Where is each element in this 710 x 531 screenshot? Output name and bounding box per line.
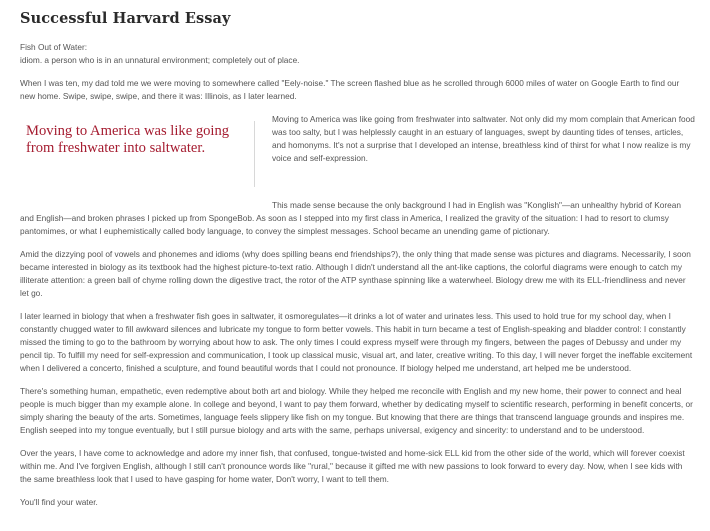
definition-meaning: idiom. a person who is in an unnatural environment; completely out of place. bbox=[20, 55, 300, 65]
pullquote-section bbox=[20, 113, 696, 199]
paragraph-3: This made sense because the only background I had in English was "Konglish"—an unhealthy hybrid of Korean and English—and broken phrases I picked up from SpongeBob. As soon as I stepped into my first class in America, I realized the gravity of the situation: I had to resort to clumsy pantomimes, or what I euphemistically called body language, to convey the simplest messages. School became an unending game of pictionary. bbox=[20, 200, 682, 236]
definition-term: Fish Out of Water: bbox=[20, 42, 88, 52]
paragraph-7: Over the years, I have come to acknowledge and adore my inner fish, that confused, tongue-twisted and home-sick ELL kid from the other side of the world, which will forever coexist within me. And I've forgiven English, although I still can't pronounce words like "rural," because it gifted me with new passions to look forward to every day. Now, when I see kids with the same breathless look that I used to have gasping for home water, Don't worry, I want to tell them. bbox=[20, 448, 685, 484]
paragraph-5: I later learned in biology that when a freshwater fish goes in saltwater, it osmoregulates—it drinks a lot of water and urinates less. This used to hold true for my school day, when I constantly chugged water to fill awkward silences and lubricate my tongue to form better vowels. This habit in turn became a test of English-speaking and bladder control: I constantly missed the timing to go to the bathroom by worrying about how to ask. The only times I could express myself were through my fingers, between the pages of Debussy and under my pencil tip. To fulfill my need for self-expression and communication, I took up classical music, visual art, and later, creative writing. To this day, I will never forget the ineffable excitement when I delivered a concerto, finished a sculpture, and found beautiful words that I could not pronounce. If biology helped me understand, art helped me be understood. bbox=[20, 311, 693, 373]
paragraph-8: You'll find your water. bbox=[20, 497, 98, 507]
page-title: Successful Harvard Essay bbox=[20, 10, 231, 27]
definition-block bbox=[20, 41, 696, 67]
paragraph-6: There's something human, empathetic, even redemptive about both art and biology. While they helped me reconcile with English and my new home, their power to connect and heal people is much bigger than my example alone. In college and beyond, I want to pay them forward, whether by dedicating myself to scientific research, performing in benefit concerts, or simply sharing the beauty of the arts. Sometimes, language feels slippery like fish on my tongue. But knowing that there are things that transcend language grounds and inspires me. English seeped into my tongue eventually, but I still pursue biology and arts with the same, perhaps universal, exigency and sincerity: to understand and to be understood. bbox=[20, 386, 693, 435]
paragraph-4: Amid the dizzying pool of vowels and phonemes and idioms (why does spilling beans end friendships?), the only thing that made sense was pictures and diagrams. Necessarily, I soon became interested in biology as its textbook had the highest picture-to-text ratio. Although I didn't understand all the ant-like captions, the colorful diagrams were enough to catch my illiterate attention: a green ball of chyme rolling down the digestive tract, the rotor of the ATP synthase spinning like a waterwheel. Biology drew me with its ELL-friendliness and never let go. bbox=[20, 249, 691, 298]
paragraph-2: Moving to America was like going from freshwater into saltwater. Not only did my mom complain that American food was too salty, but I was helplessly caught in an estuary of languages, swept by daunting tides of tenses, articles, and homonyms. It's not a surprise that I developed an intense, breathless kind of thirst for what I now realize is my voice and self-expression. bbox=[272, 114, 695, 163]
essay-page bbox=[20, 10, 696, 519]
paragraph-1: When I was ten, my dad told me we were moving to somewhere called "Eely-noise." The screen flashed blue as he scrolled through 6000 miles of water on Google Earth to find our new home. Swipe, swipe, swipe, and there it was: Illinois, as I later learned. bbox=[20, 78, 680, 101]
pullquote-divider bbox=[254, 121, 255, 187]
pullquote: Moving to America was like going from freshwater into saltwater. bbox=[26, 123, 230, 156]
